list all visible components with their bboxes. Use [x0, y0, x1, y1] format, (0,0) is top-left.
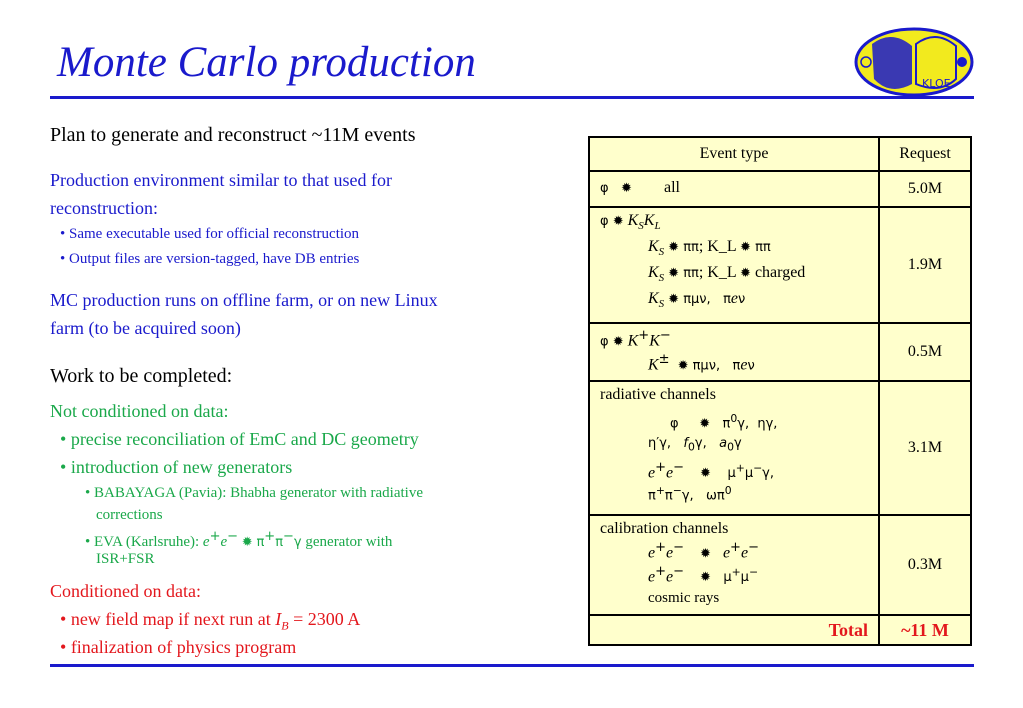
request-cell: 0.3M	[879, 515, 971, 615]
nc-bullet-2: • introduction of new generators	[60, 457, 293, 477]
event-cell-kskl: φ ✹ $K_SK_L$ $K_S$ ✹ ππ; K_L ✹ ππ $K_S$ ✹ ππ; K_L ✹ charged $K_S$ ✹ πμν, πeν	[589, 207, 879, 323]
table-row	[589, 323, 971, 381]
request-cell: 3.1M	[879, 381, 971, 515]
total-row	[589, 615, 971, 645]
header-event-type: Event type	[589, 137, 879, 171]
event-cell-kpkm: φ ✹ K+K− K± ✹ πμν, πeν	[589, 323, 879, 381]
table-row	[589, 207, 971, 323]
work-heading: Work to be completed:	[50, 365, 233, 387]
top-divider	[50, 96, 974, 99]
header-request: Request	[879, 137, 971, 171]
gen-bullet-2: • EVA (Karlsruhe): e+e− ✹ π+π−γ generator with	[85, 529, 393, 550]
prod-bullet-1: • Same executable used for official reconstruction	[60, 226, 360, 242]
prod-env-line1: Production environment similar to that used for	[50, 170, 392, 190]
prod-env-line2: reconstruction:	[50, 198, 158, 218]
gen-bullet-1-cont: corrections	[96, 507, 163, 523]
total-label: Total	[589, 615, 879, 645]
c-bullet-2: • finalization of physics program	[60, 637, 297, 657]
gen-bullet-1: • BABAYAGA (Pavia): Bhabha generator with radiative	[85, 485, 423, 501]
total-value: ~11 M	[879, 615, 971, 645]
not-conditioned-heading: Not conditioned on data:	[50, 401, 229, 421]
bottom-divider	[50, 664, 974, 667]
request-cell: 0.5M	[879, 323, 971, 381]
gen-bullet-2-cont: ISR+FSR	[96, 551, 155, 567]
table-row	[589, 381, 971, 515]
event-cell-radiative: radiative channels φ ✹ $\pi^0\gamma$, ηγ, η′γ, $f_0\gamma$, $a_0\gamma$ e+e− ✹ μ+μ−γ, π+π−γ, $\omega\pi^0$	[589, 381, 879, 515]
c-bullet-1: • new field map if next run at $I_B = 2300$ A	[60, 609, 361, 633]
kloe-logo	[852, 24, 976, 100]
request-cell: 5.0M	[879, 171, 971, 207]
mc-runs-line2: farm (to be acquired soon)	[50, 318, 241, 338]
mc-request-table	[588, 136, 972, 646]
mc-runs-line1: MC production runs on offline farm, or on new Linux	[50, 290, 438, 310]
event-cell-all: φ ✹ all	[589, 171, 879, 207]
prod-bullet-2: • Output files are version-tagged, have DB entries	[60, 251, 360, 267]
event-cell-calibration: calibration channels e+e− ✹ e+e− e+e− ✹ μ+μ− cosmic rays	[589, 515, 879, 615]
request-cell: 1.9M	[879, 207, 971, 323]
plan-text: Plan to generate and reconstruct ~11M events	[50, 124, 416, 146]
page-title: Monte Carlo production	[57, 39, 476, 86]
nc-bullet-1: • precise reconciliation of EmC and DC geometry	[60, 429, 419, 449]
table-row	[589, 171, 971, 207]
svg-text:KLOE: KLOE	[922, 77, 951, 90]
conditioned-heading: Conditioned on data:	[50, 581, 201, 601]
table-row	[589, 515, 971, 615]
